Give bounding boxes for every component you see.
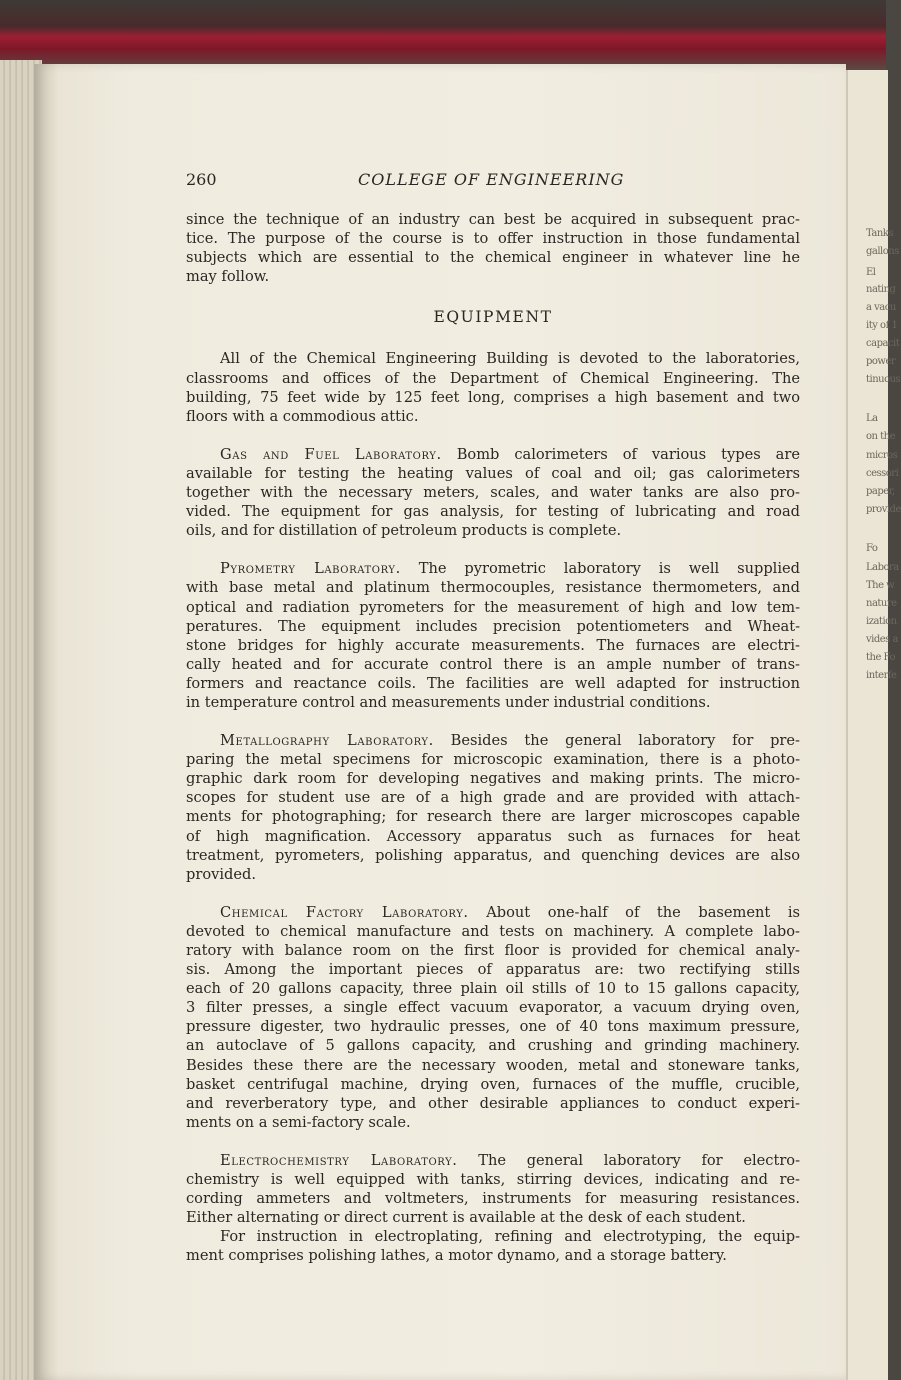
text-line: with base metal and platinum thermocouples, resistance thermometers, and — [186, 579, 800, 597]
text-line: floors with a commodious attic. — [186, 407, 419, 425]
text-line: subjects which are essential to the chemical engineer in whatever line he — [186, 249, 800, 267]
text-line: stone bridges for highly accurate measurements. The furnaces are electri- — [186, 636, 800, 654]
next-page-fragment: ization — [866, 616, 897, 627]
next-page-fragment: power — [866, 356, 896, 367]
text-line: may follow. — [186, 268, 270, 286]
text-line: formers and reactance coils. The facilities are well adapted for instruction — [186, 674, 800, 692]
text-line: pressure digester, two hydraulic presses, one of 40 tons maximum pressure, — [186, 1018, 800, 1036]
lab-paragraph-pyrometry — [186, 559, 800, 578]
next-page-fragment: Tanks — [866, 228, 893, 239]
text-line: an autoclave of 5 gallons capacity, and crushing and grinding machinery. — [186, 1037, 800, 1055]
next-page-fragment: gallons — [866, 246, 899, 257]
text-line: and reverberatory type, and other desirable appliances to conduct experi- — [186, 1094, 800, 1112]
next-page-fragment: ity of 1 — [866, 320, 898, 331]
next-page-fragment: paper, — [866, 486, 895, 497]
text-line: tice. The purpose of the course is to offer instruction in those fundamental — [186, 230, 800, 248]
text-line: Besides these there are the necessary wooden, metal and stoneware tanks, — [186, 1056, 800, 1074]
text-line: each of 20 gallons capacity, three plain oil stills of 10 to 15 gallons capacity, — [186, 980, 800, 998]
text-line: since the technique of an industry can best be acquired in subsequent prac- — [186, 211, 800, 228]
text-line: in temperature control and measurements under industrial conditions. — [186, 693, 711, 711]
text-line: ment comprises polishing lathes, a motor dynamo, and a storage battery. — [186, 1247, 727, 1265]
text-line: chemistry is well equipped with tanks, stirring devices, indicating and re- — [186, 1171, 800, 1189]
text-line: ments on a semi-factory scale. — [186, 1113, 411, 1131]
text-line: sis. Among the important pieces of apparatus are: two rectifying stills — [186, 961, 800, 979]
text-line: For instruction in electroplating, refining and electrotyping, the equip- — [220, 1228, 800, 1246]
text-line: ratory with balance room on the first floor is provided for chemical analy- — [186, 942, 800, 959]
text-line: paring the metal specimens for microscopic examination, there is a photo- — [186, 751, 800, 769]
text-line: basket centrifugal machine, drying oven, furnaces of the muffle, crucible, — [186, 1075, 800, 1093]
text-line: optical and radiation pyrometers for the measurement of high and low tem- — [186, 598, 800, 616]
lab-paragraph-gas-fuel — [186, 445, 800, 464]
text-line: ments for photographing; for research there are larger microscopes capable — [186, 808, 800, 826]
lab-title: Electrochemistry Laboratory. — [220, 1151, 458, 1169]
text-line: classrooms and offices of the Department of Chemical Engineering. The — [186, 369, 800, 387]
next-page-fragment: the Fo — [866, 652, 895, 663]
text-line: oils, and for distillation of petroleum products is complete. — [186, 522, 622, 540]
text-line: The pyrometric laboratory is well supplied — [400, 560, 800, 578]
next-page-fragment: nature — [866, 598, 897, 609]
text-line: available for testing the heating values of coal and oil; gas calorimeters — [186, 464, 800, 482]
text-line: All of the Chemical Engineering Building is devoted to the laboratories, — [220, 350, 800, 368]
next-page-fragment: a vacu — [866, 302, 896, 313]
text-line: cording ammeters and voltmeters, instruments for measuring resistances. — [186, 1190, 800, 1208]
lab-paragraph-chemical-factory — [186, 903, 800, 922]
text-line: peratures. The equipment includes precision potentiometers and Wheat- — [186, 617, 800, 635]
next-page-fragment: micros — [866, 450, 898, 461]
text-line: Bomb calorimeters of various types are — [441, 445, 800, 463]
text-line: The general laboratory for electro- — [457, 1151, 801, 1169]
next-page-fragment: The w — [866, 580, 895, 591]
lab-paragraph-metallography — [186, 731, 800, 750]
next-page-fragment: tinuous — [866, 374, 901, 385]
next-page-fragment: on the — [866, 431, 896, 442]
lab-paragraph-electrochemistry — [186, 1151, 800, 1170]
next-page-fragment: capacit — [866, 338, 900, 349]
lab-title: Metallography Laboratory. — [220, 732, 434, 750]
text-line: scopes for student use are of a high grade and are provided with attach- — [186, 789, 800, 807]
text-line: 3 filter presses, a single effect vacuum evaporator, a vacuum drying oven, — [186, 999, 800, 1017]
lab-title: Chemical Factory Laboratory. — [220, 903, 469, 921]
next-page-fragment: Fo — [866, 543, 878, 554]
page-number: 260 — [186, 170, 217, 189]
text-line: treatment, pyrometers, polishing apparatus, and quenching devices are also — [186, 846, 800, 864]
text-line: building, 75 feet wide by 125 feet long, comprises a high basement and two — [186, 388, 800, 406]
body-text — [186, 210, 800, 1266]
lab-title: Pyrometry Laboratory. — [220, 560, 401, 578]
section-heading: EQUIPMENT — [433, 308, 553, 327]
running-head — [186, 170, 800, 192]
text-line: together with the necessary meters, scales, and water tanks are also pro- — [186, 484, 800, 502]
text-line: devoted to chemical manufacture and tests on machinery. A complete labo- — [186, 922, 800, 940]
text-line: vided. The equipment for gas analysis, for testing of lubricating and road — [186, 503, 800, 521]
book-binding — [0, 0, 886, 70]
next-page-fragment: interfe — [866, 670, 897, 681]
next-page-fragment: cessori — [866, 468, 899, 479]
next-page-fragment: Labora — [866, 562, 899, 573]
adjacent-page — [846, 70, 901, 1380]
text-line: cally heated and for accurate control there is an ample number of trans- — [186, 655, 800, 673]
next-page-fragment: nating — [866, 284, 896, 295]
lab-title: Gas and Fuel Laboratory. — [220, 445, 442, 463]
next-page-fragment: La — [866, 413, 878, 424]
text-line: Besides the general laboratory for pre- — [433, 732, 800, 750]
next-page-fragment: El — [866, 267, 876, 278]
text-line: provided. — [186, 865, 256, 883]
running-title: COLLEGE OF ENGINEERING — [358, 170, 625, 189]
next-page-fragment: provide — [866, 504, 901, 515]
text-line: graphic dark room for developing negatives and making prints. The micro- — [186, 770, 800, 788]
text-line: Either alternating or direct current is available at the desk of each student. — [186, 1209, 746, 1227]
next-page-fragment: vides a — [866, 634, 898, 645]
text-line: of high magnification. Accessory apparatus such as furnaces for heat — [186, 827, 800, 845]
text-line: About one-half of the basement is — [468, 903, 800, 921]
